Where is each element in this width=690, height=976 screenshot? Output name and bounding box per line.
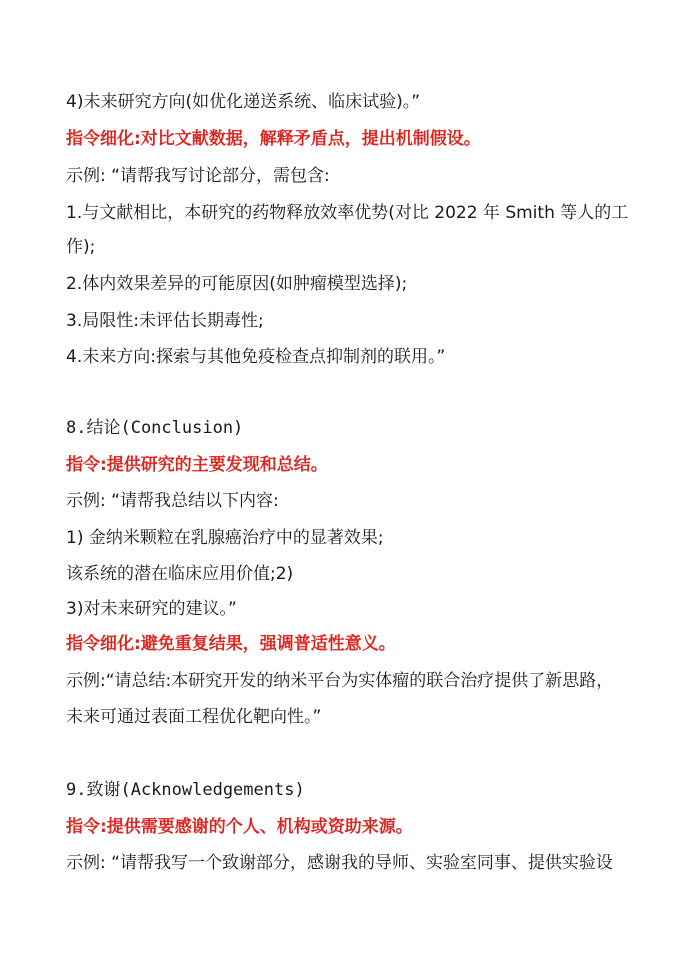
section7-point-2: 2.体内效果差异的可能原因(如肿瘤模型选择); bbox=[66, 274, 408, 294]
section7-point-3: 3.局限性:未评估长期毒性; bbox=[66, 311, 264, 331]
section9-instruction: 指令:提供需要感谢的个人、机构或资助来源。 bbox=[66, 817, 413, 837]
section7-instruction-refine: 指令细化:对比文献数据，解释矛盾点，提出机制假设。 bbox=[66, 129, 481, 149]
section7-point-1-wrap: 作); bbox=[66, 237, 96, 257]
section8-point-1: 1) 金纳米颗粒在乳腺癌治疗中的显著效果; bbox=[66, 528, 384, 548]
section7-point-1: 1.与文献相比，本研究的药物释放效率优势(对比 2022 年 Smith 等人的工 bbox=[66, 203, 629, 223]
section7-example-intro: 示例: “请帮我写讨论部分，需包含: bbox=[66, 166, 330, 186]
section7-point-4: 4.未来方向:探索与其他免疫检查点抑制剂的联用。” bbox=[66, 347, 446, 367]
section9-example-intro: 示例: “请帮我写一个致谢部分，感谢我的导师、实验室同事、提供实验设 bbox=[66, 853, 613, 873]
section8-heading: 8.结论(Conclusion) bbox=[66, 418, 244, 438]
section8-point-2: 该系统的潜在临床应用价值;2) bbox=[66, 564, 294, 584]
section8-instruction-refine: 指令细化:避免重复结果，强调普适性意义。 bbox=[66, 634, 396, 654]
section8-instruction: 指令:提供研究的主要发现和总结。 bbox=[66, 455, 328, 475]
section8-example2-line1: 示例:“请总结:本研究开发的纳米平台为实体瘤的联合治疗提供了新思路， bbox=[66, 671, 614, 691]
section8-example-intro: 示例: “请帮我总结以下内容: bbox=[66, 491, 279, 511]
section7-item4-continued: 4)未来研究方向(如优化递送系统、临床试验)。” bbox=[66, 92, 421, 112]
section8-point-3: 3)对未来研究的建议。” bbox=[66, 599, 237, 619]
section9-heading: 9.致谢(Acknowledgements) bbox=[66, 780, 305, 800]
section8-example2-line2: 未来可通过表面工程优化靶向性。” bbox=[66, 707, 322, 727]
